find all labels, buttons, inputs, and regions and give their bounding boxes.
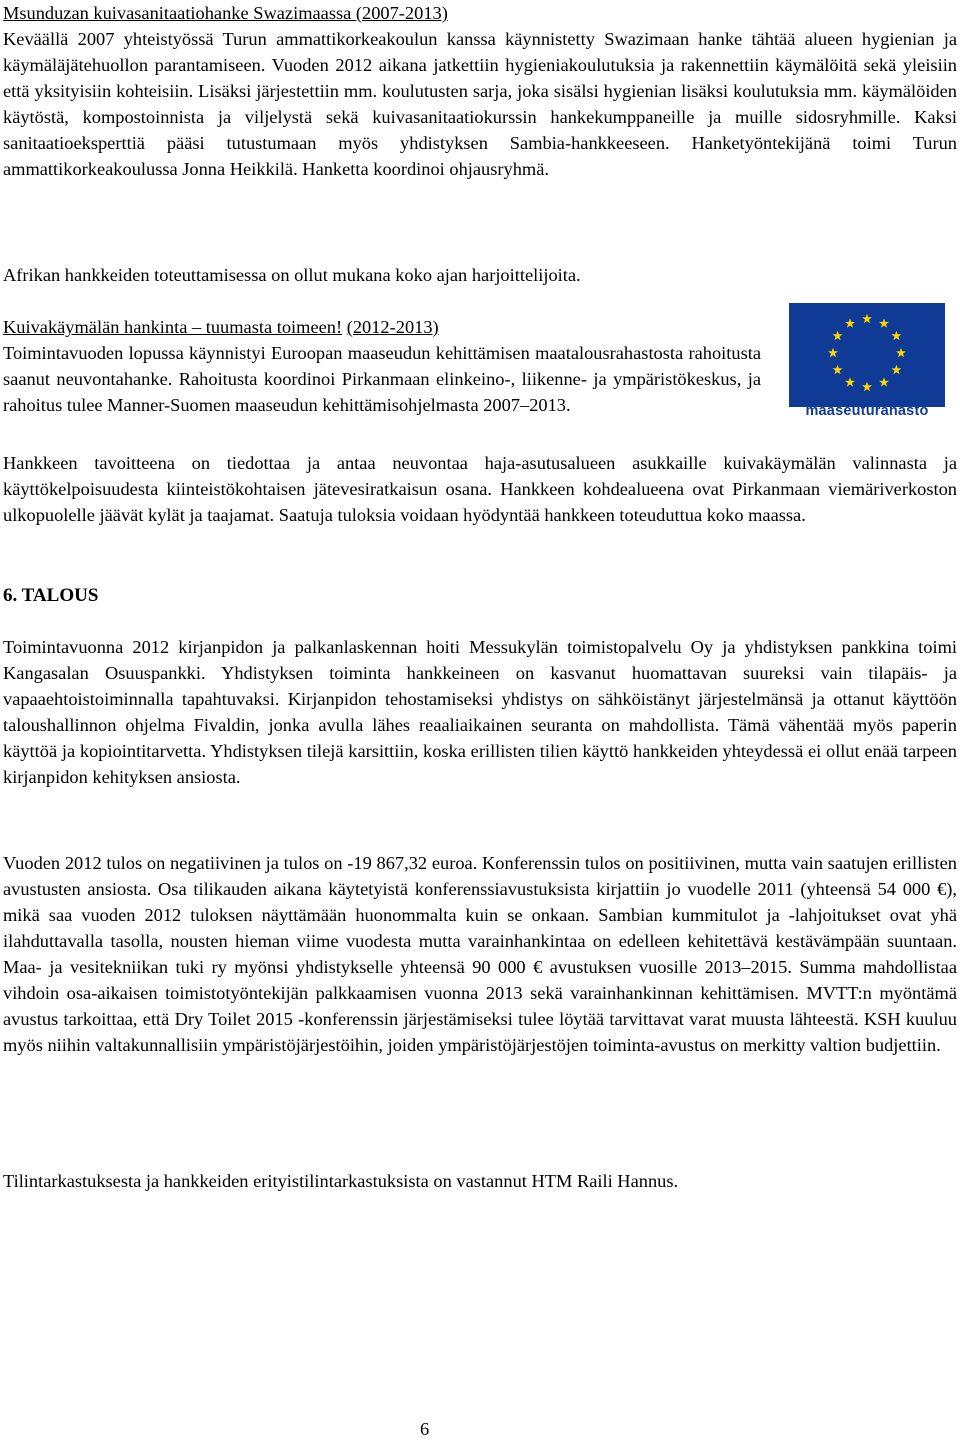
eu-maaseuturahasto-logo [789,303,945,429]
eu-star-icon [892,365,902,374]
eu-star-icon [892,331,902,340]
kuivakaymala-years: (2012-2013) [346,317,439,337]
kuivakaymala-title: Kuivakäymälän hankinta – tuumasta toimeen! [3,317,343,337]
eu-logo-caption: maaseuturahasto [805,403,929,419]
swazimaa-project-title: Msunduzan kuivasanitaatiohanke Swazimaassa (2007-2013) [3,3,448,23]
eu-star-icon [833,331,843,340]
eu-star-icon [879,318,889,327]
afrikka-note: Afrikan hankkeiden toteuttamisessa on ollut mukana koko ajan harjoittelijoita. [3,265,581,285]
eu-star-icon [879,377,889,386]
eu-flag [789,303,945,407]
eu-star-icon [862,382,872,391]
swazimaa-project-paragraph: Keväällä 2007 yhteistyössä Turun ammattikorkeakoulun kanssa käynnistetty Swazimaan hanke tähtää alueen hygienian ja käymäläjätehuollon parantamiseen. Vuoden 2012 aikana jatkettiin hygieniakoulutuksia ja rakennettiin käymälöitä sekä yleisiin että yksityisiin kohteisiin. Lisäksi järjestettiin mm. koulutusten sarja, joka sisälsi hygienian lisäksi koulutuksia mm. käymälöiden käytöstä, kompostoinnista ja viljelystä sekä kuivasanitaatiokurssin hankekumppaneille ja muille sidosryhmille. Kaksi sanitaatioeksperttiä pääsi tutustumaan myös yhdistyksen Sambia-hankkeeseen. Hanketyöntekijänä toimi Turun ammattikorkeakoulussa Jonna Heikkilä. Hanketta koordinoi ohjausryhmä. [3,29,957,179]
kuivakaymala-paragraph-2: Hankkeen tavoitteena on tiedottaa ja antaa neuvontaa haja-asutusalueen asukkaille kuivakäymälän valinnasta ja käyttökelpoisuudesta kiinteistökohtaisen jätevesiratkaisun osana. Hankkeen kohdealueena ovat Pirkanmaan viemäriverkoston ulkopuolelle jäävät kylät ja taajamat. Saatuja tuloksia voidaan hyödyntää hankkeen toteuduttua koko maassa. [3,453,957,525]
kuivakaymala-paragraph-1: Toimintavuoden lopussa käynnistyi Euroopan maaseudun kehittämisen maatalousrahastosta rahoitusta saanut neuvontahanke. Rahoitusta koordinoi Pirkanmaan elinkeino-, liikenne- ja ympäristökeskus, ja rahoitus tulee Manner-Suomen maaseudun kehittämisohjelmasta 2007–2013. [3,343,761,415]
eu-star-icon [896,348,906,357]
eu-star-icon [862,314,872,323]
eu-star-icon [845,377,855,386]
page-number: 6 [420,1419,430,1439]
talous-paragraph-2: Vuoden 2012 tulos on negatiivinen ja tulos on -19 867,32 euroa. Konferenssin tulos on positiivinen, mutta vain saatujen erillisten avustusten ansiosta. Osa tilikauden aikana käytetyistä konferenssiavustuksista kirjattiin jo vuodelle 2011 (yhteensä 54 000 €), mikä saa vuoden 2012 tuloksen näyttämään huonommalta kuin se onkaan. Sambian kummitulot ja -lahjoitukset ovat yhä ilahduttavalla tasolla, nousten hieman viime vuodesta mutta varainhankintaa on edelleen kehitettävä kestävämpään suuntaan. Maa- ja vesitekniikan tuki ry myönsi yhdistykselle yhteensä 90 000 € avustuksen vuosille 2013–2015. Summa mahdollistaa vihdoin osa-aikaisen toimistotyöntekijän palkkaamisen vuonna 2013 sekä varainhankinnan kehittämisen. MVTT:n myöntämä avustus tarkoittaa, että Dry Toilet 2015 -konferenssin järjestämiseksi tulee löytää tarvittavat varat muusta lähteestä. KSH kuuluu myös niihin valtakunnallisiin ympäristöjärjestöihin, joiden ympäristöjärjestöjen toiminta-avustus on merkitty valtion budjettiin. [3,853,957,1055]
eu-star-icon [845,318,855,327]
kuivakaymala-heading [3,314,439,340]
eu-stars-icon [789,303,945,407]
talous-section-title: 6. TALOUS [3,585,99,606]
eu-star-icon [828,348,838,357]
eu-star-icon [833,365,843,374]
talous-paragraph-1: Toimintavuonna 2012 kirjanpidon ja palkanlaskennan hoiti Messukylän toimistopalvelu Oy ja yhdistyksen pankkina toimi Kangasalan Osuuspankki. Yhdistyksen toiminta hankkeineen on kasvanut huomattavan suureksi vain tilapäis- ja vapaaehtoistoiminnalla tapahtuvaksi. Kirjanpidon tehostamiseksi yhdistys on sähköistänyt järjestelmänsä ja ottanut käyttöön taloushallinnon ohjelma Fivaldin, jonka avulla lähes reaaliaikainen seuranta on mahdollista. Tämä vähentää myös paperin käyttöä ja kopiointitarvetta. Yhdistyksen tilejä karsittiin, koska erillisten tilien käyttö hankkeiden yhteydessä ei ollut enää tarpeen kirjanpidon kehityksen ansiosta. [3,637,957,787]
talous-paragraph-3: Tilintarkastuksesta ja hankkeiden erityistilintarkastuksista on vastannut HTM Raili Hannus. [3,1171,679,1191]
